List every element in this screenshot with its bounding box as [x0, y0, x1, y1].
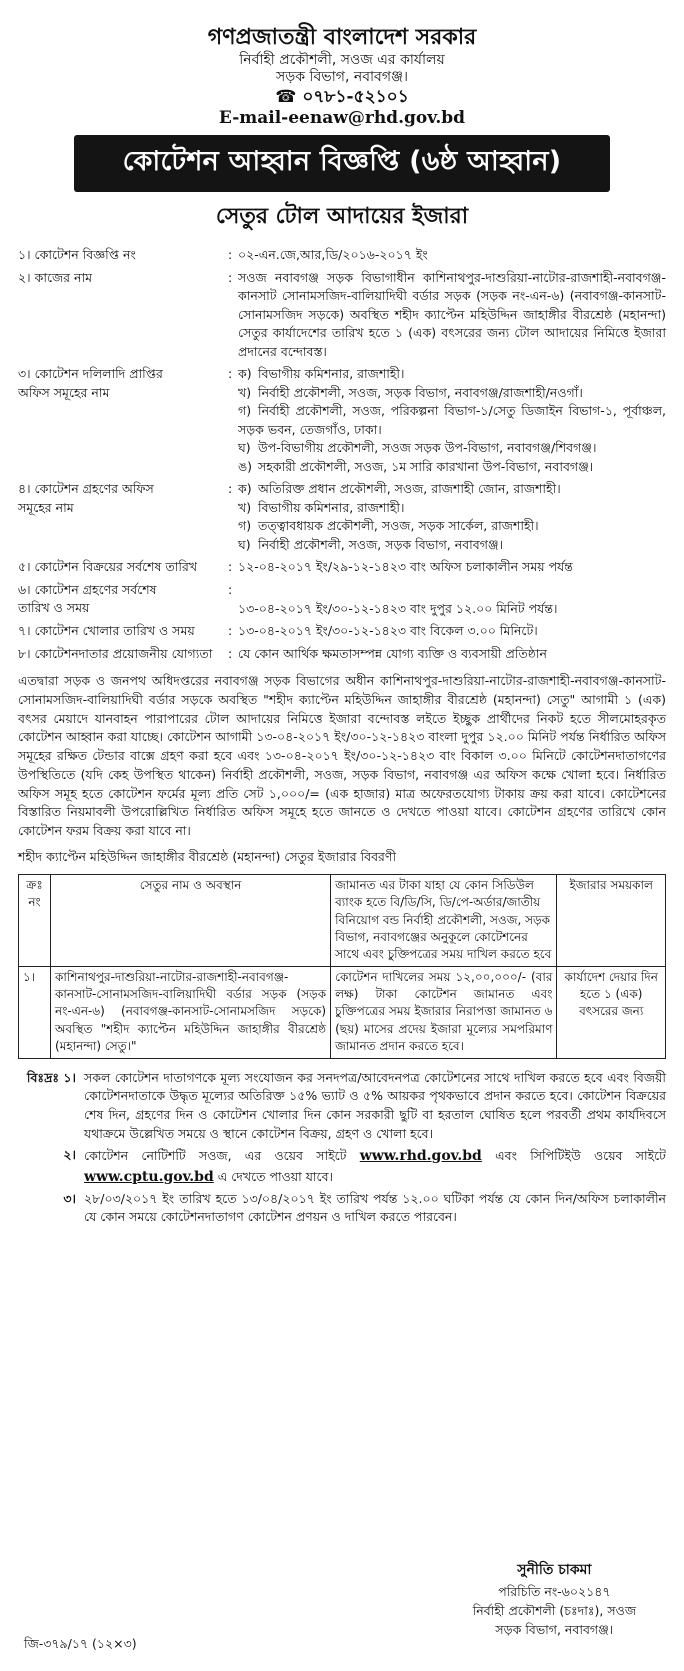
item-colon: : — [228, 366, 233, 381]
item-3 — [18, 365, 666, 476]
email-address: E-mail-eenaw@rhd.gov.bd — [218, 107, 466, 128]
note-text — [84, 1146, 666, 1188]
note-text: সকল কোটেশন দাতাগণকে মূল্য সংযোজন কর সনদপত্র/আবেদনপত্র কোটেশনের সাথে দাখিল করতে হবে এবং বিজয়ী কোটেশনদাতাকে উদ্ধৃত মূল্যের অতিরিক্ত ১৫% ভ্যাট ও ৫% আয়কর পৃথকভাবে প্রদান করতে হবে। কোটেশন বিক্রয়ের শেষ দিন, গ্রহণের দিন ও কোটেশন খোলার দিন কোন সরকারী ছুটি বা হরতাল ঘোষিত হলে পরবর্তী প্রথম কার্যদিবসে যথাক্রমে উল্লেখিত সময়ে ও স্থানে কোটেশন বিক্রয়, গ্রহণ ও খোলা হবে। — [84, 1069, 666, 1141]
rhd-website-link[interactable]: www.rhd.gov.bd — [359, 1147, 482, 1164]
item-colon: : — [228, 559, 233, 574]
office-entry: খ) বিভাগীয় কমিশনার, রাজশাহী। — [238, 499, 405, 515]
item-value — [238, 365, 666, 476]
note-text-part: এবং সিপিটিইউ ওয়েব সাইটে — [495, 1147, 666, 1163]
item-value: সওজ নবাবগঞ্জ সড়ক বিভাগাধীন কাশিনাথপুর-দাশুরিয়া-নাটোর-রাজশাহী-নবাবগঞ্জ-কানসাট সোনামসজিদ-বালিয়াদিঘী বর্ডার সড়ক (সড়ক নং-এন-৬) (নবাবগঞ্জ-কানসাট-সোনামসজিদ সড়কে) অবস্থিত শহীদ ক্যাপ্টেন মহিউদ্দিন জাহাঙ্গীর বীরশ্রেষ্ঠ (মহানন্দা) সেতুর কার্যাদেশের তারিখ হতে ১ (এক) বৎসরের জন্য টোল আদায়ের নিমিত্তে ইজারা প্রদানের বন্দোবস্ত। — [238, 269, 666, 359]
item-colon: : — [228, 581, 233, 597]
table-row — [19, 966, 666, 1058]
notice-items — [18, 246, 666, 663]
table-header-row — [19, 874, 666, 966]
item-label: ২। কাজের নাম — [18, 269, 93, 285]
item-label: ৮। কোটেশনদাতার প্রয়োজনীয় যোগ্যতা — [18, 645, 213, 661]
table-cell-period: কার্যাদেশ দেয়ার দিন হতে ১ (এক) বৎসরের জন্য — [557, 966, 666, 1058]
notice-title: কোটেশন আহ্বান বিজ্ঞপ্তি (৬ষ্ঠ আহ্বান) — [74, 135, 610, 192]
item-value: ০২-এন.জে,আর,ডি/২০১৬-২০১৭ ইং — [238, 247, 428, 262]
item-colon: : — [228, 645, 233, 661]
item-4 — [18, 480, 666, 554]
note-1 — [18, 1069, 666, 1144]
item-2 — [18, 269, 666, 362]
column-header-security: জামানত এর টাকা যাহা যে কোন সিডিউল ব্যাংক হতে বি/ডি/সি, ডি/পে-অর্ডার/জাতীয় বিনিয়োগ বন্ড নির্বাহী প্রকৌশলী, সওজ, সড়ক বিভাগ, নবাবগঞ্জের অনুকূলে কোটেশনের সাথে এবং চুক্তিপত্রের সময় দাখিল করতে হবে — [331, 874, 557, 966]
item-value: যে কোন আর্থিক ক্ষমতাসম্পন্ন যোগ্য ব্যক্তি ও ব্যবসায়ী প্রতিষ্ঠান — [238, 645, 547, 661]
notice-subtitle: সেতুর টোল আদায়ের ইজারা — [215, 204, 469, 229]
item-colon: : — [228, 481, 233, 496]
signatory-name: সুনীতি চাকমা — [517, 1562, 592, 1578]
item-6 — [18, 581, 666, 619]
item-label: ৭। কোটেশন খোলার তারিখ ও সময় — [18, 623, 195, 638]
government-name: গণপ্রজাতন্ত্রী বাংলাদেশ সরকার — [207, 25, 477, 50]
item-7 — [18, 622, 666, 641]
note-text-part: এ দেখতে পাওয়া যাবে। — [217, 1168, 334, 1184]
item-value: ১৩-০৪-২০১৭ ইং/৩০-১২-১৪২৩ বাং বিকেল ৩.০০ মিনিটে। — [238, 623, 538, 638]
lease-details-table — [18, 874, 666, 1059]
office-entry: ক) অতিরিক্ত প্রধান প্রকৌশলী, সওজ, রাজশাহী জোন, রাজশাহী। — [238, 481, 561, 496]
column-header-bridge: সেতুর নাম ও অবস্থান — [51, 874, 331, 966]
notes-section — [18, 1069, 666, 1228]
office-entry: ঘ) নির্বাহী প্রকৌশলী, সওজ, সড়ক বিভাগ, নবাবগঞ্জ। — [238, 536, 504, 552]
notice-paragraph: এতদ্বারা সড়ক ও জনপথ অধিদপ্তরের নবাবগঞ্জ সড়ক বিভাগের অধীন কাশিনাথপুর-দাশুরিয়া-নাটোর-রাজশাহী-নবাবগঞ্জ-কানসাট-সোনামসজিদ-বালিয়াদিঘী বর্ডার সড়কে অবস্থিত "শহীদ ক্যাপ্টেন মহিউদ্দিন জাহাঙ্গীর বীরশ্রেষ্ঠ (মহানন্দা) সেতু" আগামী ১ (এক) বৎসর মেয়াদে যানবাহন পারাপারের টোল আদায়ের নিমিত্তে ইজারা বন্দোবস্ত লইতে ইচ্ছুক প্রার্থীদের নিকট হতে সীলমোহরকৃত কোটেশন আহ্বান করা যাচ্ছে। কোটেশন আগামী ১৩-০৪-২০১৭ ইং/৩০-১২-১৪২৩ বাংলা দুপুর ১২.০০ মিনিট পর্যন্ত নির্ধারিত অফিস সমূহের রক্ষিত টেন্ডার বাক্সে গ্রহণ করা হবে এবং ১৩-০৪-২০১৭ ইং/৩০-১২-১৪২৩ বাং বিকাল ৩.০০ মিনিটে কোটেশনদাতাগণের উপস্থিতিতে (যদি কেহ উপস্থিত থাকেন) নির্বাহী প্রকৌশলী, সওজ, সড়ক বিভাগ, নবাবগঞ্জ এর অফিস কক্ষে খোলা হবে। নির্ধারিত অফিস সমূহ হতে কোটেশন ফর্মের মূল্য প্রতি সেট ১,০০০/= (এক হাজার) মাত্র অফেরতযোগ্য টাকায় ক্রয় করা যাবে। কোটেশনের বিস্তারিত নিয়মাবলী উপরোল্লিখিত নির্ধারিত অফিস সমূহে হতে জানতে ও দেখতে পাওয়া যাবে। কোটেশন গ্রহণের তারিখে কোন কোটেশন ফরম বিক্রয় করা যাবে না। — [18, 673, 666, 838]
cptu-website-link[interactable]: www.cptu.gov.bd — [84, 1168, 214, 1185]
item-8 — [18, 645, 666, 664]
item-label: ৪। কোটেশন গ্রহণের অফিস সমূহের নাম — [18, 481, 154, 515]
table-caption: শহীদ ক্যাপ্টেন মহিউদ্দিন জাহাঙ্গীর বীরশ্রেষ্ঠ (মহানন্দা) সেতুর ইজারার বিবরণী — [18, 848, 397, 864]
note-number: ২। — [63, 1146, 76, 1162]
item-value — [238, 480, 666, 554]
phone-number: ☎ ০৭৮১-৫২১০১ — [275, 86, 409, 107]
note-text-part: কোটেশন নোটিশটি সওজ, এর ওয়েব সাইটে — [84, 1147, 347, 1163]
office-entry: গ) তত্ত্বাবধায়ক প্রকৌশলী, সওজ, সড়ক সার্কেল, রাজশাহী। — [238, 518, 539, 533]
item-5 — [18, 558, 666, 577]
item-value: ১২-০৪-২০১৭ ইং/২৯-১২-১৪২৩ বাং অফিস চলাকালীন সময় পর্যন্ত — [238, 559, 573, 574]
item-colon: : — [228, 269, 233, 285]
column-header-serial: ক্রঃ নং — [19, 874, 51, 966]
signatory-office: সড়ক বিভাগ, নবাবগঞ্জ। — [495, 1622, 614, 1638]
office-entry: ঙ) সহকারী প্রকৌশলী, সওজ, ১ম সারি কারখানা উপ-বিভাগ, নবাবগঞ্জ। — [238, 458, 594, 474]
office-entry: খ) নির্বাহী প্রকৌশলী, সওজ, সড়ক বিভাগ, নবাবগঞ্জ/রাজশাহী/নওগাঁ। — [238, 384, 583, 400]
note-text: ২৮/০৩/২০১৭ ইং তারিখ হতে ১৩/০৪/২০১৭ ইং তারিখ পর্যন্ত ১২.০০ ঘটিকা পর্যন্ত যে কোন দিন/অফিস চলাকালীন যে কোন সময়ে কোটেশনদাতাগণ কোটেশন প্রণয়ন ও দাখিল করতে পারবেন। — [84, 1190, 666, 1225]
note-2 — [18, 1146, 666, 1188]
office-entry: গ) নির্বাহী প্রকৌশলী, সওজ, পরিকল্পনা বিভাগ-১/সেতু ডিজাইন বিভাগ-১, পূর্বাঞ্চল, সড়ক ভবন, তেজগাঁও, ঢাকা। — [238, 403, 666, 437]
letterhead — [18, 0, 666, 129]
publication-reference: জি-৩৭৯/১৭ (১২×৩) — [24, 1636, 137, 1651]
item-1 — [18, 246, 666, 265]
item-value: ১৩-০৪-২০১৭ ইং/৩০-১২-১৪২৩ বাং দুপুর ১২.০০ মিনিট পর্যন্ত। — [238, 600, 558, 616]
item-label: ৫। কোটেশন বিক্রয়ের সর্বশেষ তারিখ — [18, 559, 198, 574]
item-label: ১। কোটেশন বিজ্ঞপ্তি নং — [18, 247, 136, 262]
signatory-title: নির্বাহী প্রকৌশলী (চঃদাঃ), সওজ — [472, 1603, 636, 1619]
table-cell-security: কোটেশন দাখিলের সময় ১২,০০,০০০/- (বার লক্ষ) টাকা কোটেশন জামানত এবং চুক্তিপত্রের সময় ইজারার নিরাপত্তা জামানত ৬ (ছয়) মাসের প্রদেয় ইজারা মূল্যের সমপরিমাণ জামানত প্রদান করতে হবে। — [331, 966, 557, 1058]
signatory-id: পরিচিতি নং-৬০২১৪৭ — [498, 1583, 611, 1599]
office-entry: ঘ) উপ-বিভাগীয় প্রকৌশলী, সওজ সড়ক উপ-বিভাগ, নবাবগঞ্জ/শিবগঞ্জ। — [238, 440, 597, 455]
item-label: ৬। কোটেশন গ্রহণের সর্বশেষ তারিখ ও সময় — [18, 581, 157, 615]
table-cell-bridge: কাশিনাথপুর-দাশুরিয়া-নাটোর-রাজশাহী-নবাবগঞ্জ-কানসাট-সোনামসজিদ-বালিয়াদিঘী বর্ডার সড়ক (সড়ক নং-এন-৬) (নবাবগঞ্জ-কানসাট-সোনামসজিদ সড়কে) অবস্থিত "শহীদ ক্যাপ্টেন মহিউদ্দিন জাহাঙ্গীর বীরশ্রেষ্ঠ (মহানন্দা) সেতু।" — [51, 966, 331, 1058]
signature-block — [473, 1560, 636, 1640]
column-header-period: ইজারার সময়কাল — [557, 874, 666, 966]
item-colon: : — [228, 623, 233, 638]
note-3 — [18, 1190, 666, 1228]
division-name: সড়ক বিভাগ, নবাবগঞ্জ। — [276, 69, 408, 85]
note-prefix: বিঃদ্রঃ ১। — [26, 1069, 76, 1085]
item-colon: : — [228, 247, 233, 262]
office-entry: ক) বিভাগীয় কমিশনার, রাজশাহী। — [238, 366, 405, 381]
item-label: ৩। কোটেশন দলিলাদি প্রাপ্তির অফিস সমূহের নাম — [18, 366, 163, 400]
office-name: নির্বাহী প্রকৌশলী, সওজ এর কার্যালয় — [239, 51, 445, 68]
table-cell-serial: ১। — [19, 966, 51, 1058]
note-number: ৩। — [63, 1190, 76, 1206]
